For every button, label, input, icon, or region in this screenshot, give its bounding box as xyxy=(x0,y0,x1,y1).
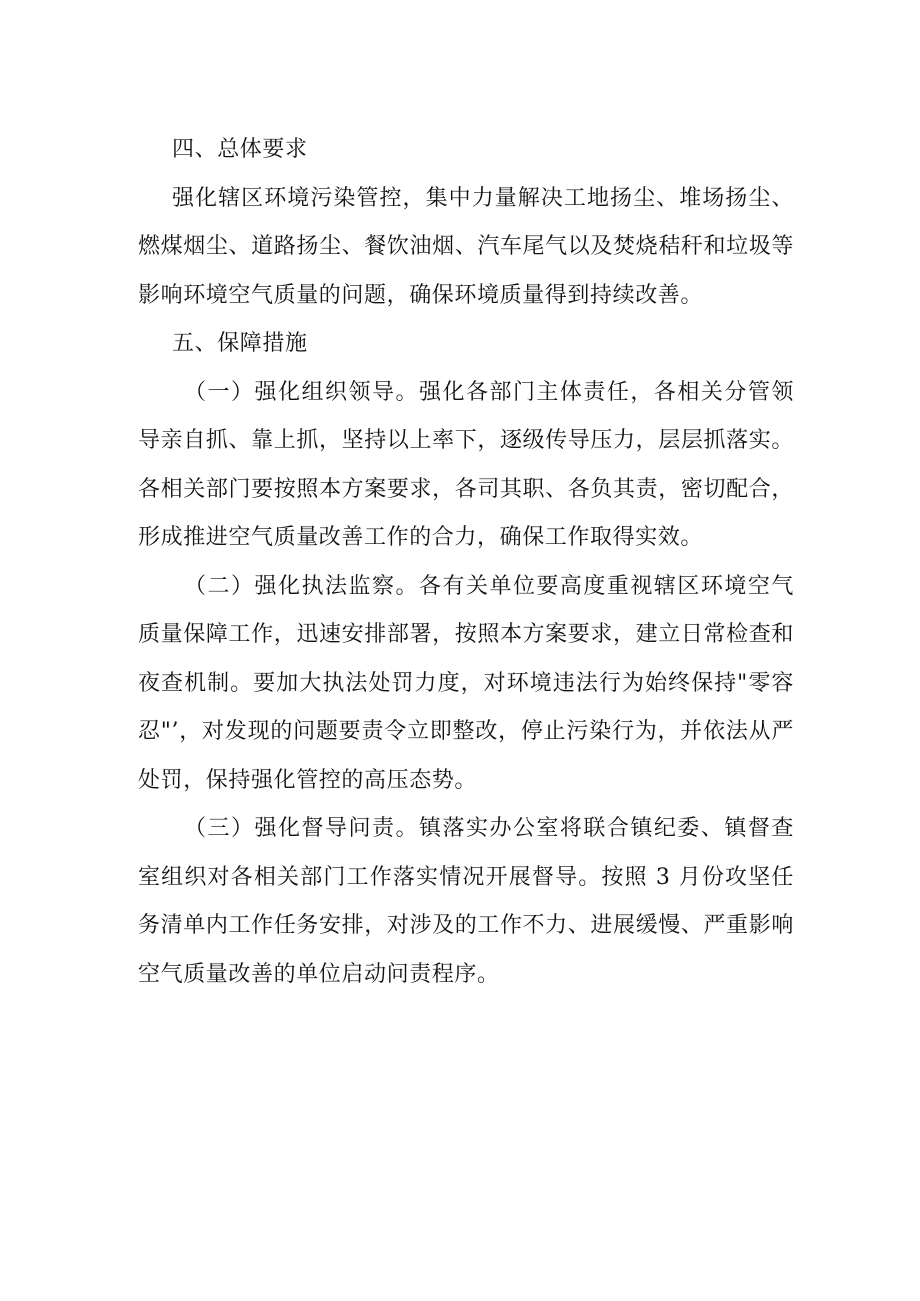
measure-organization-leadership-paragraph: （一）强化组织领导。强化各部门主体责任，各相关分管领导亲自抓、靠上抓，坚持以上率下，逐级传导压力，层层抓落实。各相关部门要按照本方案要求，各司其职、各负其责，密切配合，形成推进空气质量改善工作的合力，确保工作取得实效。 xyxy=(138,379,794,550)
overall-requirements-paragraph: 强化辖区环境污染管控，集中力量解决工地扬尘、堆场扬尘、燃煤烟尘、道路扬尘、餐饮油烟、汽车尾气以及焚烧秸秆和垃圾等影响环境空气质量的问题，确保环境质量得到持续改善。 xyxy=(138,185,794,308)
measure-supervision-accountability-paragraph: （三）强化督导问责。镇落实办公室将联合镇纪委、镇督查室组织对各相关部门工作落实情况开展督导。按照 3 月份攻坚任务清单内工作任务安排，对涉及的工作不力、进展缓慢、严重影响空气质量改善的单位启动问责程序。 xyxy=(138,816,794,987)
document-body xyxy=(138,126,794,999)
section-heading-safeguard-measures: 五、保障措施 xyxy=(172,331,308,356)
section-heading-overall-requirements: 四、总体要求 xyxy=(172,137,308,162)
measure-law-enforcement-paragraph: （二）强化执法监察。各有关单位要高度重视辖区环境空气质量保障工作，迅速安排部署，按照本方案要求，建立日常检查和夜查机制。要加大执法处罚力度，对环境违法行为始终保持"零容忍"’，对发现的问题要责令立即整改，停止污染行为，并依法从严处罚，保持强化管控的高压态势。 xyxy=(138,573,794,793)
